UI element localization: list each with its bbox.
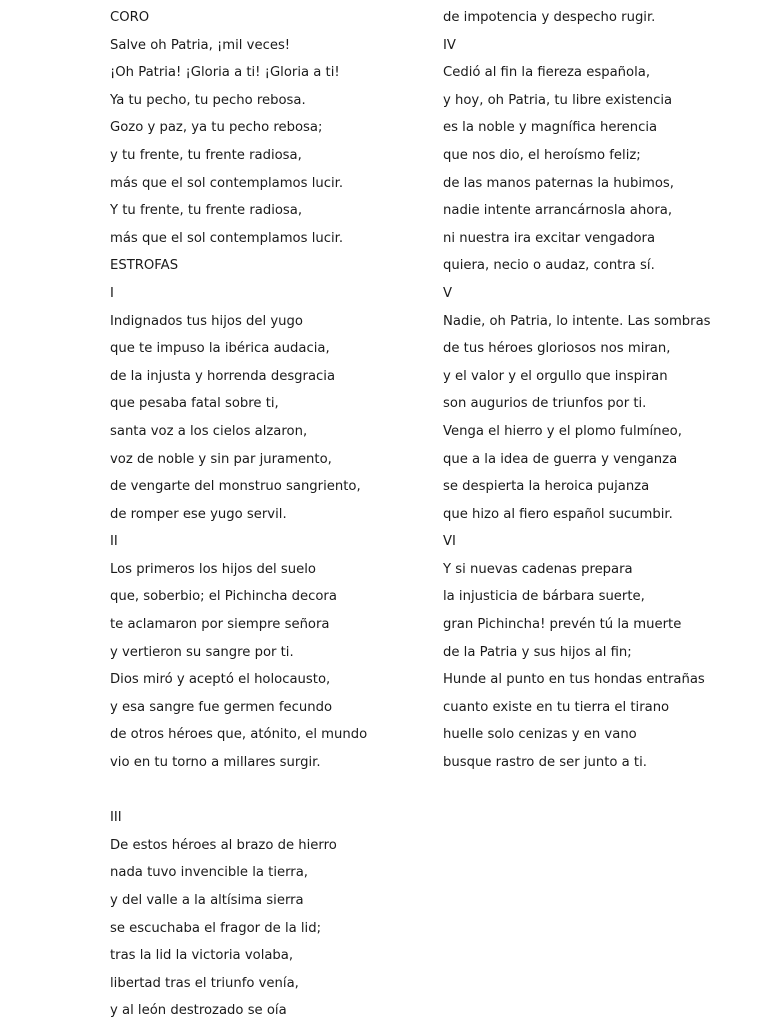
verse-line: que, soberbio; el Pichincha decora [110, 589, 337, 605]
verse-line: son augurios de triunfos por ti. [443, 396, 647, 412]
verse-line: ¡Oh Patria! ¡Gloria a ti! ¡Gloria a ti! [110, 65, 340, 81]
verse-line: la injusticia de bárbara suerte, [443, 589, 645, 605]
verse-line: de romper ese yugo servil. [110, 506, 287, 522]
verse-line: de las manos paternas la hubimos, [443, 175, 674, 191]
verse-line: gran Pichincha! prevén tú la muerte [443, 617, 682, 633]
verse-line: Los primeros los hijos del suelo [110, 561, 316, 577]
blank-line [110, 777, 430, 805]
verse-line: más que el sol contemplamos lucir. [110, 175, 344, 191]
verse-line: quiera, necio o audaz, contra sí. [443, 258, 655, 274]
verse-line: VI [443, 534, 456, 550]
verse-line: Ya tu pecho, tu pecho rebosa. [110, 92, 306, 108]
verse-line: Y si nuevas cadenas prepara [443, 561, 633, 577]
verse-line: tras la lid la victoria volaba, [110, 948, 294, 964]
verse-line: ni nuestra ira excitar vengadora [443, 230, 656, 246]
verse-line: y hoy, oh Patria, tu libre existencia [443, 92, 673, 108]
verse-line: de la Patria y sus hijos al fin; [443, 644, 632, 660]
verse-line: y vertieron su sangre por ti. [110, 644, 294, 660]
verse-line: V [443, 285, 453, 301]
verse-line: que a la idea de guerra y venganza [443, 451, 678, 467]
verse-line: te aclamaron por siempre señora [110, 617, 330, 633]
verse-line: nada tuvo invencible la tierra, [110, 865, 308, 881]
verse-line: Y tu frente, tu frente radiosa, [110, 203, 303, 219]
verse-line: y del valle a la altísima sierra [110, 893, 304, 908]
verse-line: Hunde al punto en tus hondas entrañas [443, 672, 705, 688]
verse-line: cuanto existe en tu tierra el tirano [443, 699, 670, 715]
verse-line: de impotencia y despecho rugir. [443, 10, 656, 25]
verse-line: de vengarte del monstruo sangriento, [110, 479, 361, 495]
verse-line: CORO [110, 10, 150, 25]
verse-line: que nos dio, el heroísmo feliz; [443, 147, 641, 163]
right-column [443, 4, 763, 777]
verse-line: De estos héroes al brazo de hierro [110, 837, 337, 853]
verse-line: más que el sol contemplamos lucir. [110, 230, 344, 246]
left-column [110, 4, 430, 1025]
verse-line: ESTROFAS [110, 258, 179, 274]
verse-line: III [110, 810, 122, 826]
verse-line: se despierta la heroica pujanza [443, 479, 650, 495]
verse-line: libertad tras el triunfo venía, [110, 975, 299, 991]
verse-line: y esa sangre fue germen fecundo [110, 699, 333, 715]
verse-line: nadie intente arrancárnosla ahora, [443, 203, 673, 219]
verse-line: II [110, 534, 118, 550]
verse-line: de otros héroes que, atónito, el mundo [110, 727, 368, 743]
verse-line: IV [443, 37, 456, 53]
verse-line: y el valor y el orgullo que inspiran [443, 368, 668, 384]
verse-line: Indignados tus hijos del yugo [110, 313, 303, 329]
verse-line: Venga el hierro y el plomo fulmíneo, [443, 423, 682, 439]
verse-line: Cedió al fin la fiereza española, [443, 65, 651, 81]
verse-line: que pesaba fatal sobre ti, [110, 396, 279, 412]
verse-line: que te impuso la ibérica audacia, [110, 341, 330, 357]
verse-line: I [110, 285, 114, 301]
verse-line: santa voz a los cielos alzaron, [110, 423, 308, 439]
verse-line: y tu frente, tu frente radiosa, [110, 147, 302, 163]
verse-line: busque rastro de ser junto a ti. [443, 755, 647, 771]
verse-line: y al león destrozado se oía [110, 1003, 287, 1019]
verse-line: es la noble y magnífica herencia [443, 120, 658, 136]
verse-line: de la injusta y horrenda desgracia [110, 368, 336, 384]
verse-line: vio en tu torno a millares surgir. [110, 755, 321, 771]
verse-line: Salve oh Patria, ¡mil veces! [110, 37, 291, 53]
verse-line: de tus héroes gloriosos nos miran, [443, 341, 671, 357]
verse-line: huelle solo cenizas y en vano [443, 727, 637, 743]
verse-line: voz de noble y sin par juramento, [110, 451, 332, 467]
verse-line: que hizo al fiero español sucumbir. [443, 506, 673, 522]
verse-line: Nadie, oh Patria, lo intente. Las sombras [443, 313, 711, 329]
verse-line: Gozo y paz, ya tu pecho rebosa; [110, 120, 323, 136]
verse-line: se escuchaba el fragor de la lid; [110, 920, 322, 936]
verse-line: Dios miró y aceptó el holocausto, [110, 672, 331, 688]
